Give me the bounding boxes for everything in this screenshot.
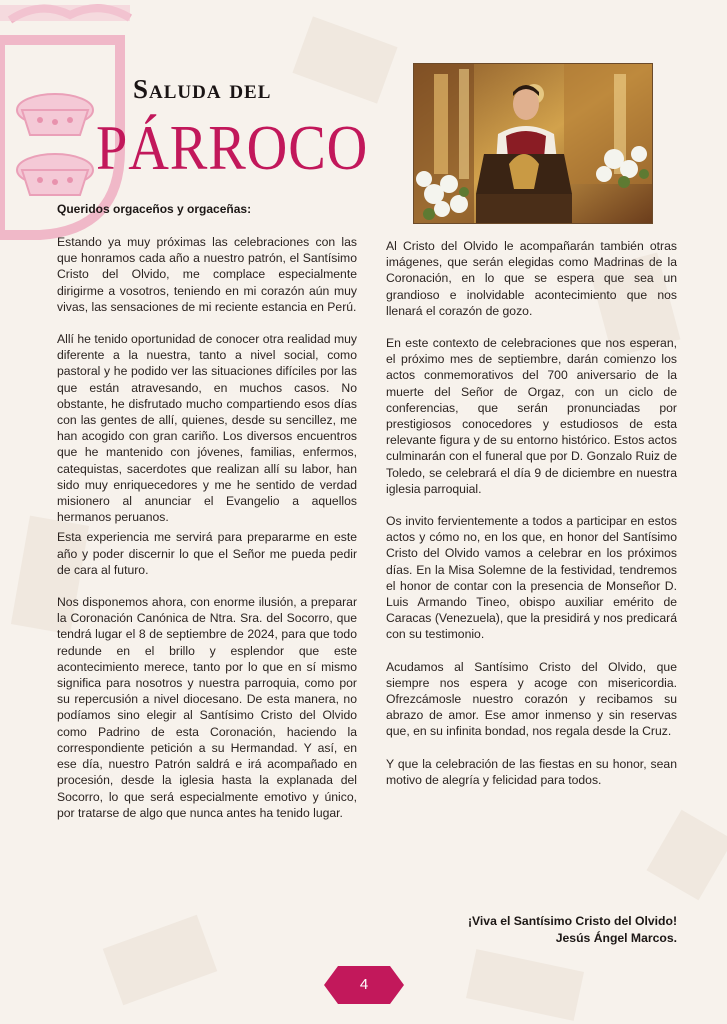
paragraph: En este contexto de celebraciones que nos esperan, el próximo mes de septiembre, darán comienzo los actos conmemorativos del 700 aniversario de la muerte del Señor de Orgaz, con un ciclo de conferencias, que serán pronunciadas por prestigiosos conocedores y estudiosos de esta relevante figura y de su entorno histórico. Estos actos culminarán con el funeral que por D. Gonzalo Ruiz de Toledo, se celebrará el día 9 de diciembre en nuestra iglesia parroquial. <box>386 336 677 496</box>
right-column <box>386 238 677 804</box>
page-subtitle: Saluda del <box>133 74 272 104</box>
background-shape <box>292 16 397 103</box>
paragraph: Nos disponemos ahora, con enorme ilusión, a preparar la Coronación Canónica de Ntra. Sra. del Socorro, que tendrá lugar el 8 de septiembre de 2024, para que todo redunde en el brillo y esplendor que este acontecimiento merece, tanto por lo que en sí mismo significa para nosotros y nuestra parroquia, como por su repercusión a nivel diocesano. De esta manera, no podíamos sino elegir al Santísimo Cristo del Olvido como Padrino de esta Coronación, haciendo la correspondiente petición a su Hermandad. Y así, en ese día, nuestro Patrón saldrá e irá acompañado en procesión, desde la iglesia hasta la explanada del Socorro, lo que será especialmente emotivo y único, por tratarse de algo que nunca antes ha tenido lugar. <box>57 595 357 820</box>
paragraph: Acudamos al Santísimo Cristo del Olvido, que siempre nos espera y acoge con misericordia. Ofrezcámosle nuestro corazón y recibamos su abrazo de amor. Ese amor inmenso y sin reservas que, en su infinita bondad, nos regala desde la Cruz. <box>386 659 677 739</box>
author-name: Jesús Ángel Marcos. <box>555 931 677 945</box>
closing-line: ¡Viva el Santísimo Cristo del Olvido! <box>467 914 677 928</box>
page-number-badge <box>324 966 404 1004</box>
background-shape <box>103 915 217 1006</box>
paragraph: Esta experiencia me servirá para prepararme en este año y poder discernir lo que el Señor me pueda pedir de cara al futuro. <box>57 530 357 577</box>
paragraph: Al Cristo del Olvido le acompañarán también otras imágenes, que serán elegidas como Madrinas de la Coronación, en lo que se espera que sea un grandioso e inolvidable acontecimiento que nos llenará el corazón de gozo. <box>386 239 677 318</box>
greeting: Queridos orgaceños y orgaceñas: <box>57 202 252 216</box>
page-title: PÁRROCO <box>96 112 369 183</box>
paragraph: Allí he tenido oportunidad de conocer otra realidad muy diferente a la nuestra, tanto a nivel social, como pastoral y he podido ver las situaciones difíciles por las que están atravesando, en muchos casos. No obstante, he disfrutado mucho compartiendo esos días con las gentes de allí, quienes, desde su sencillez, me han acogido con gran cariño. Los diversos encuentros que he mantenido con jóvenes, familias, enfermos, catequistas, sacerdotes que realizan allí su labor, han sido muy enriquecedores y me he sentido de verdad misionero al anunciar el Evangelio a aquellos hermanos peruanos. <box>57 332 357 525</box>
priest-photo <box>413 63 653 224</box>
background-shape <box>466 949 584 1021</box>
page-number: 4 <box>359 976 369 993</box>
paragraph: Os invito fervientemente a todos a participar en estos actos y cómo no, en los que, en honor del Santísimo Cristo del Olvido vamos a celebrar en los próximos días. En la Misa Solemne de la festividad, tendremos el honor de contar con la presencia de Monseñor D. Luis Armando Tineo, obispo auxiliar emérito de Caracas (Venezuela), que la presidirá y nos predicará con su testimonio. <box>386 514 677 642</box>
paragraph: Y que la celebración de las fiestas en su honor, sean motivo de alegría y felicidad para todos. <box>386 756 677 787</box>
signature <box>468 913 677 947</box>
left-column <box>57 234 357 837</box>
paragraph: Estando ya muy próximas las celebraciones con las que honramos cada año a nuestro patrón, el Santísimo Cristo del Olvido, me complace especialmente dirigirme a vosotros, teniendo en mi corazón aún muy vivas, las sensaciones de mi reciente estancia en Perú. <box>57 235 357 314</box>
background-shape <box>647 810 727 901</box>
